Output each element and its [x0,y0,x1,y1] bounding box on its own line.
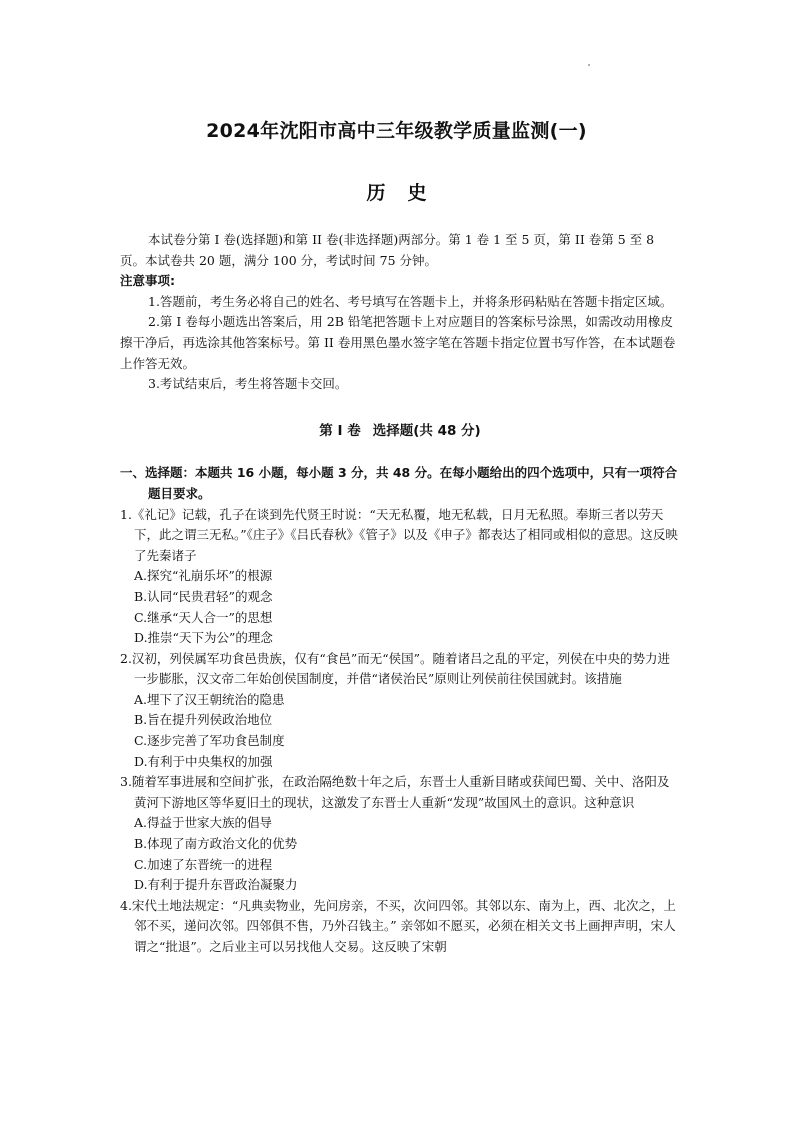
option-d: D.推崇“天下为公”的理念 [134,630,273,646]
question-stem: 4.宋代土地法规定：“凡典卖物业，先问房亲，不买，次问四邻。其邻以东、南为上，西、北次之，上邻不买，递问次邻。四邻俱不售，乃外召钱主。” 亲邻如不愿买，必须在相关文书上画押声明，宋人谓之“批退”。之后业主可以另找他人交易。这反映了宋朝 [120,897,676,954]
question-4 [120,896,680,958]
notice-item: 3.考试结束后，考生将答题卡交回。 [148,376,348,392]
option-d: D.有利于提升东晋政治凝聚力 [134,877,298,893]
section-title: 选择题(共 48 分) [372,422,481,439]
option-c: C.逐步完善了军功食邑制度 [134,733,285,749]
question-3 [120,772,680,896]
notice-item: 1.答题前，考生务必将自己的姓名、考号填写在答题卡上，并将条形码粘贴在答题卡指定区域。 [148,293,673,309]
part-heading: 一、选择题：本题共 16 小题，每小题 3 分，共 48 分。在每小题给出的四个选项中，只有一项符合题目要求。 [120,465,678,501]
notice-item: 2.第 I 卷每小题选出答案后，用 2B 铅笔把答题卡上对应题目的答案标号涂黑，如需改动用橡皮擦干净后，再选涂其他答案标号。第 II 卷用黑色墨水签字笔在答题卡指定位置书写作答，在本试题卷上作答无效。 [120,314,676,371]
exam-title: 2024年沈阳市高中三年级教学质量监测(一) [206,120,587,142]
question-stem: 1.《礼记》记载，孔子在谈到先代贤王时说：“天无私覆，地无私载，日月无私照。奉斯三者以劳天下，此之谓三无私。”《庄子》《吕氏春秋》《管子》以及《申子》都表达了相同或相似的意思。这反映了先秦诸子 [120,506,678,563]
question-stem: 2.汉初，列侯属军功食邑贵族，仅有“食邑”而无“侯国”。随着诸吕之乱的平定，列侯在中央的势力进一步膨胀，汉文帝二年始创侯国制度，并借“诸侯治民”原则让列侯前往侯国就封。该措施 [120,650,670,687]
question-2 [120,649,680,773]
option-c: C.继承“天人合一”的思想 [134,609,273,625]
question-1 [120,505,680,649]
section-heading [120,421,680,442]
option-d: D.有利于中央集权的加强 [134,753,273,769]
exam-body [120,230,680,958]
option-a: A.埋下了汉王朝统治的隐患 [134,691,285,707]
scan-dot [588,64,590,66]
option-a: A.探究“礼崩乐坏”的根源 [134,568,273,584]
notice-title: 注意事项: [120,273,175,289]
option-b: B.认同“民贵君轻”的观念 [134,588,273,604]
question-stem: 3.随着军事进展和空间扩张，在政治隔绝数十年之后，东晋士人重新目睹或获闻巴蜀、关中、洛阳及黄河下游地区等华夏旧土的现状，这激发了东晋士人重新“发现”故国风土的意识。这种意识 [120,774,670,810]
option-a: A.得益于世家大族的倡导 [134,815,273,831]
subject-title: 历史 [366,182,449,204]
section-label: 第 I 卷 [319,422,361,439]
option-b: B.旨在提升列侯政治地位 [134,712,273,728]
option-c: C.加速了东晋统一的进程 [134,856,273,872]
intro-text: 本试卷分第 I 卷(选择题)和第 II 卷(非选择题)两部分。第 1 卷 1 至 5 页，第 II 卷第 5 至 8 页。本试卷共 20 题，满分 100 分，考试时间 75 分钟。 [120,232,655,268]
option-b: B.体现了南方政治文化的优势 [134,836,298,852]
